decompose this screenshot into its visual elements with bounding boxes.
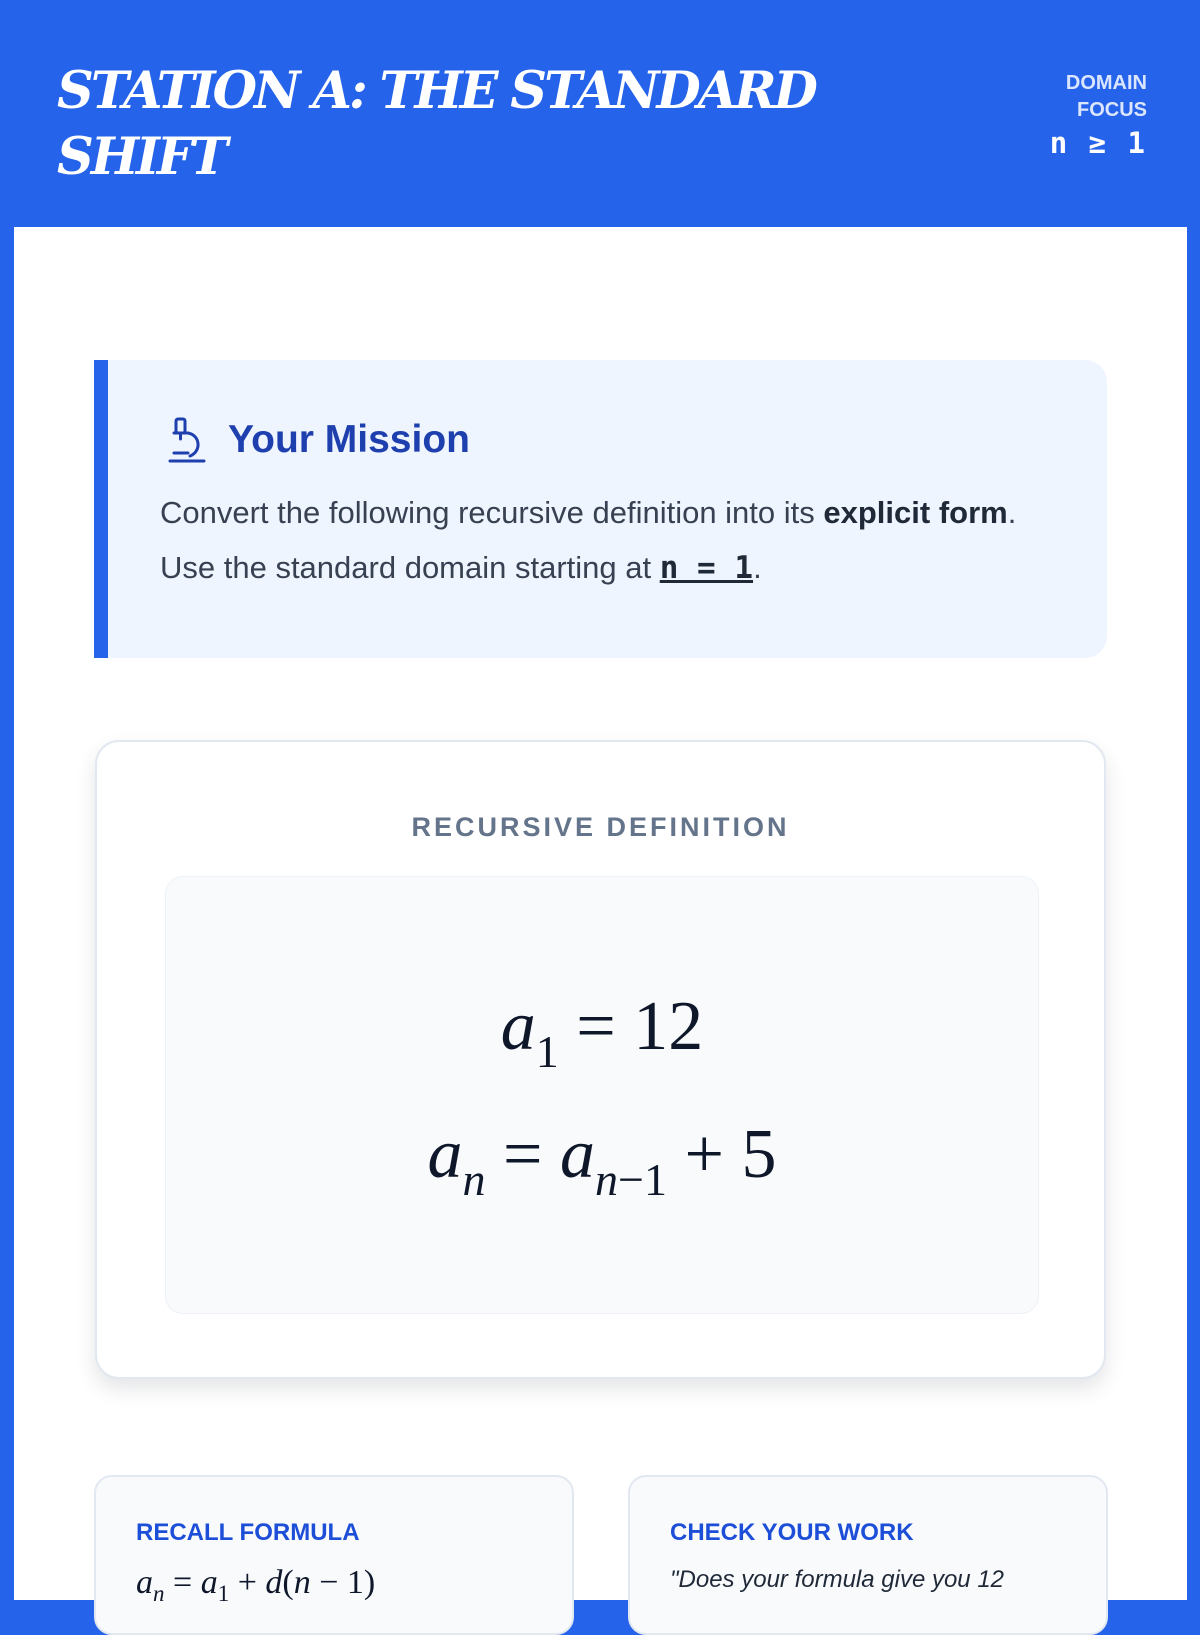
recall-formula-title: RECALL FORMULA — [136, 1519, 360, 1546]
mission-text — [160, 485, 1060, 596]
mission-text-middle: . Use the standard domain starting at — [160, 495, 1017, 585]
recursive-definition-label: RECURSIVE DEFINITION — [411, 812, 790, 842]
recall-formula: $a_n = a_1 + d(n - 1)$ — [136, 1564, 376, 1606]
equation-box — [165, 876, 1039, 1314]
station-title: STATION A: THE STANDARD SHIFT — [57, 61, 815, 187]
mission-text-emphasis: explicit form — [823, 495, 1008, 530]
recursive-rule-equation: $a_n = a_{n-1} + 5$ — [427, 1116, 777, 1205]
station-card — [14, 227, 1187, 1606]
domain-focus — [1027, 70, 1147, 160]
domain-focus-value: n ≥ 1 — [1049, 126, 1147, 160]
mission-text-start: Convert the following recursive definition into its — [160, 495, 824, 530]
mission-text-end: . — [753, 550, 762, 585]
recursive-definition-card — [95, 740, 1106, 1379]
mission-callout — [94, 360, 1107, 658]
check-work-card — [628, 1475, 1108, 1635]
mission-title: Your Mission — [228, 418, 470, 461]
domain-start-code: n = 1 — [659, 550, 754, 586]
station-header — [0, 0, 1200, 227]
check-work-title: CHECK YOUR WORK — [670, 1519, 914, 1546]
initial-term-equation: $a_1 = 12$ — [500, 988, 704, 1077]
recall-formula-card — [94, 1475, 574, 1635]
check-work-quote: "Does your formula give you 12 — [670, 1566, 1005, 1593]
domain-focus-label: DOMAIN FOCUS — [1065, 72, 1147, 121]
mission-heading — [162, 415, 470, 465]
microscope-icon — [162, 415, 212, 465]
